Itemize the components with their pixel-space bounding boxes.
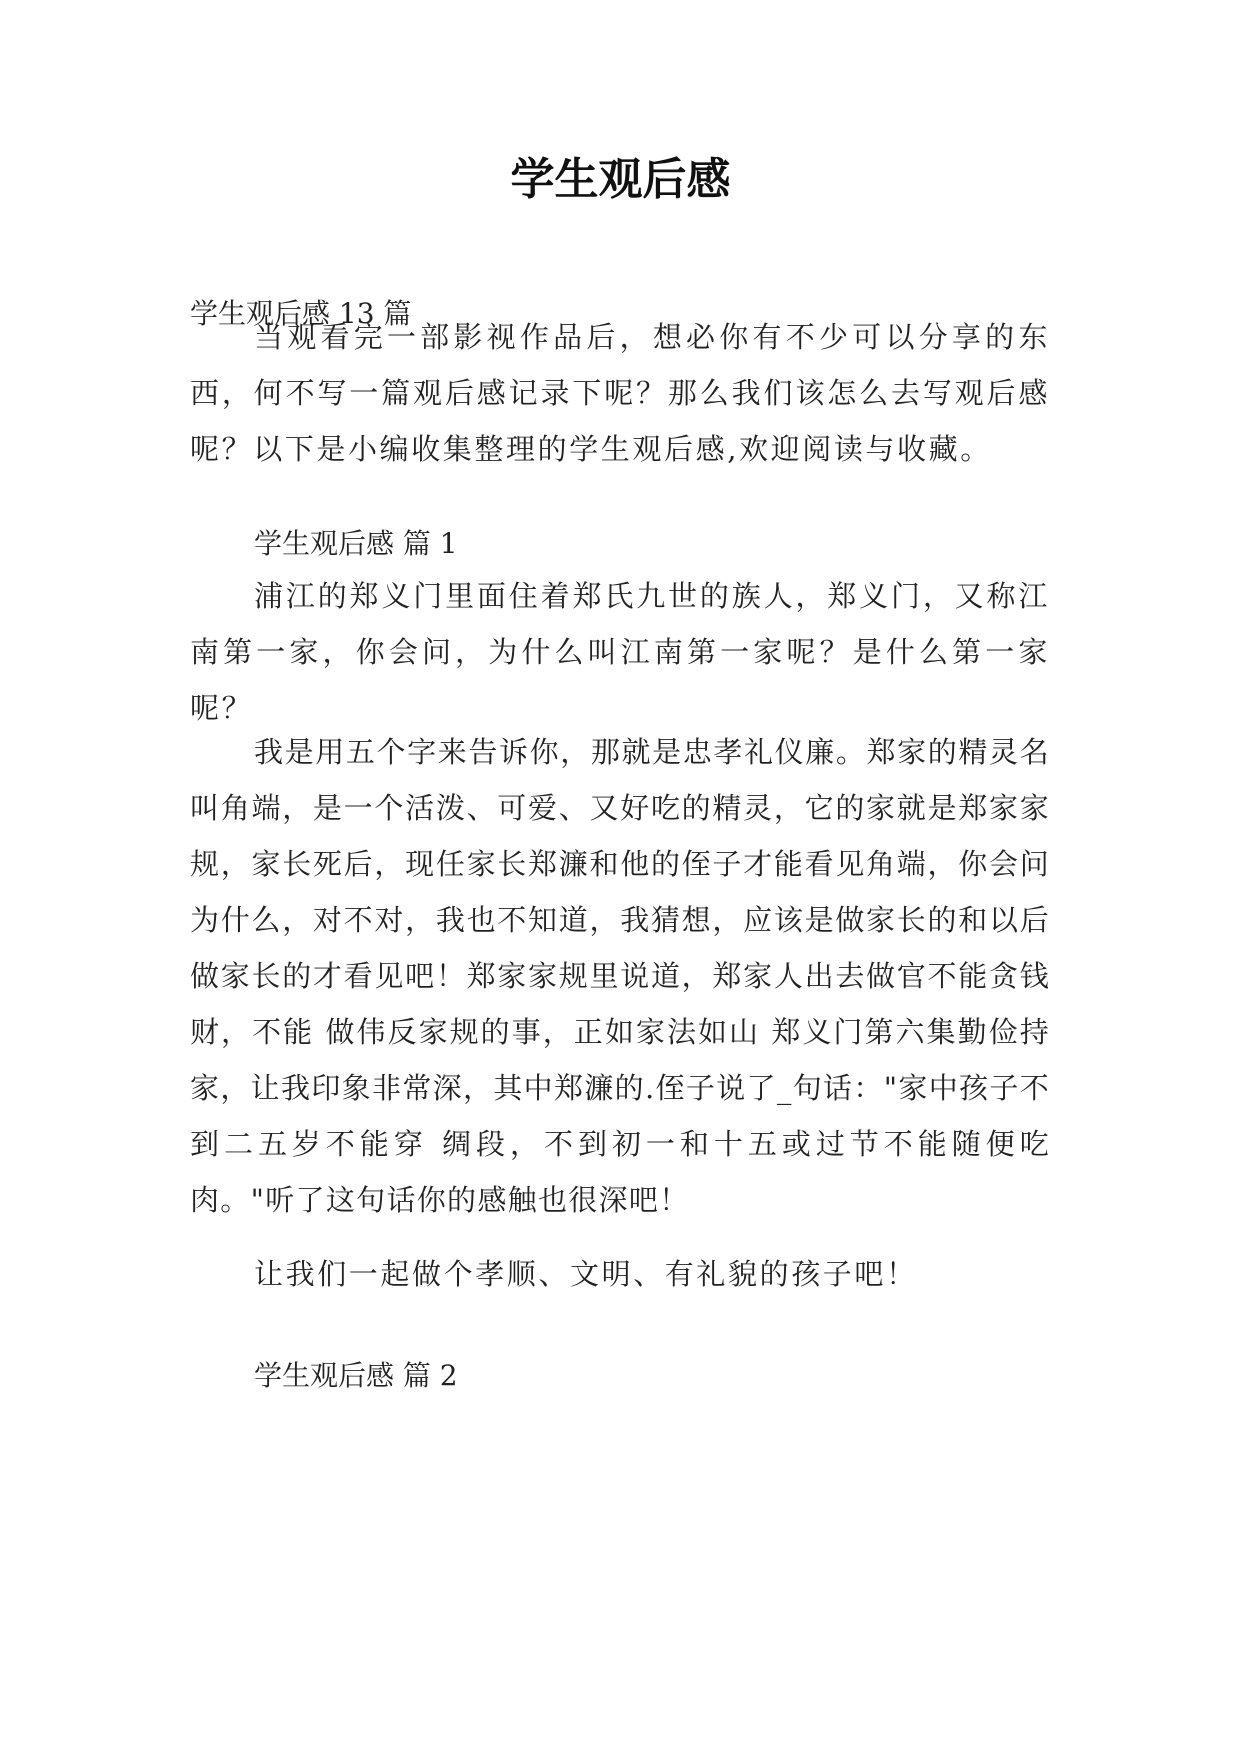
section-1-paragraph-3: 让我们一起做个孝顺、文明、有礼貌的孩子吧！ (254, 1257, 918, 1291)
section-1-paragraph-2: 我是用五个字来告诉你，那就是忠孝礼仪廉。郑家的精灵名叫角端，是一个活泼、可爱、又好吃的精灵，它的家就是郑家家规，家长死后，现任家长郑濂和他的侄子才能看见角端，你会问为什么，对不对，我也不知道，我猜想，应该是做家长的和以后做家长的才看见吧！郑家家规里说道，郑家人出去做官不能贪钱财，不能 做伟反家规的事，正如家法如山 郑义门第六集勤俭持家，让我印象非常深，其中郑濂的.侄子说了_句话："家中孩子不到二五岁不能穿 绸段，不到初一和十五或过节不能随便吃肉。"听了这句话你的感触也很深吧！ (190, 735, 1050, 1217)
section-2-heading: 学生观后感 篇 2 (254, 1359, 458, 1392)
document-subtitle: 学生观后感 13 篇 (190, 297, 412, 330)
section-1-heading: 学生观后感 篇 1 (254, 527, 458, 560)
document-title: 学生观后感 (510, 154, 731, 205)
intro-paragraph: 当观看完一部影视作品后，想必你有不少可以分享的东西，何不写一篇观后感记录下呢？那么我们该怎么去写观后感呢？以下是小编收集整理的学生观后感,欢迎阅读与收藏。 (190, 320, 1050, 466)
section-1-paragraph-1: 浦江的郑义门里面住着郑氏九世的族人，郑义门，又称江南第一家，你会问，为什么叫江南第一家呢？是什么第一家呢？ (190, 579, 1050, 725)
